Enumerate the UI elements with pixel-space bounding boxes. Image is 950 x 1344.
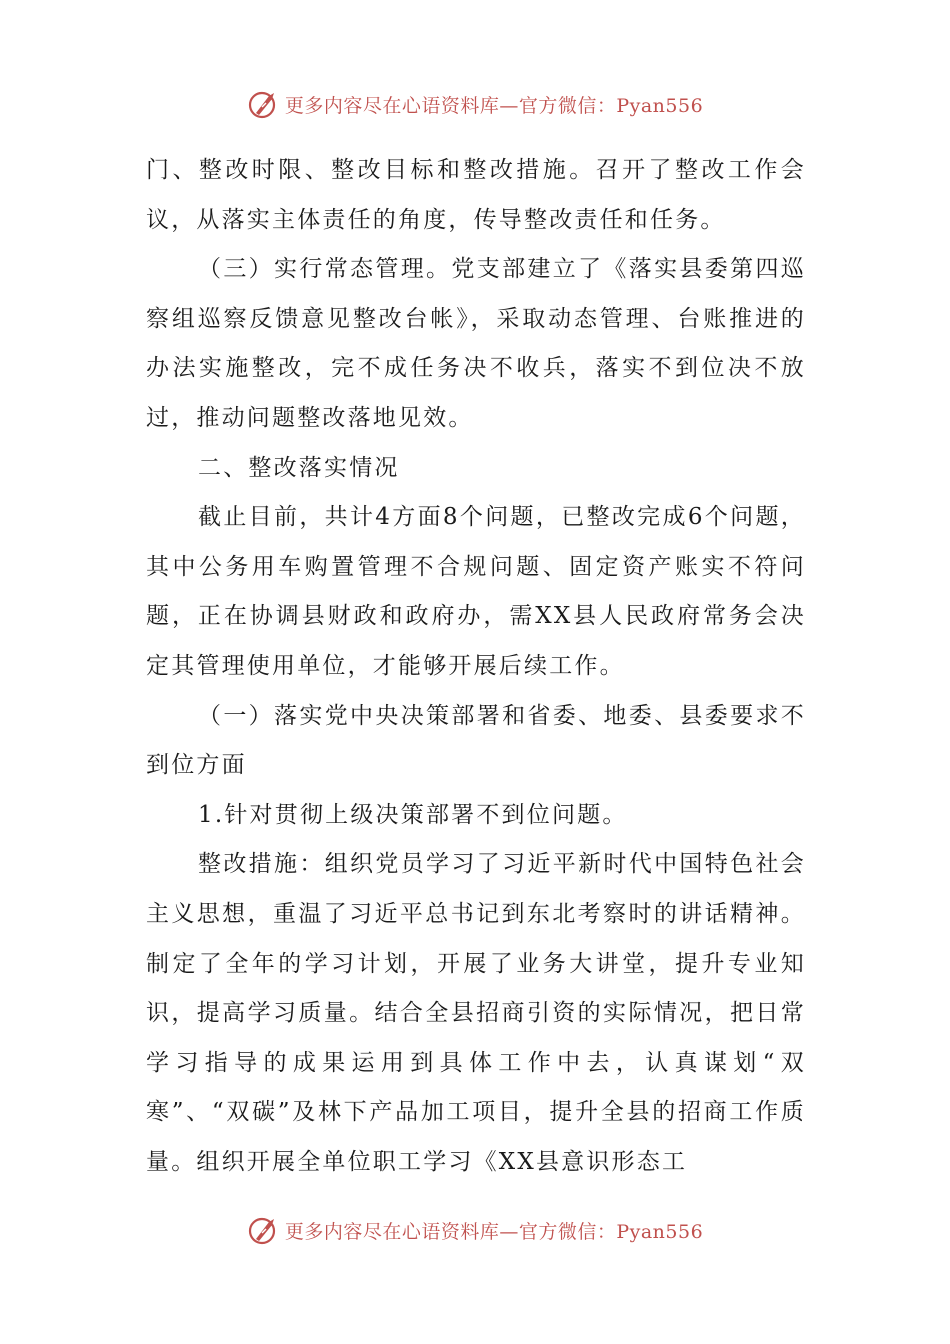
- item-heading-1: 1.针对贯彻上级决策部署不到位问题。: [198, 801, 628, 828]
- paragraph-section-three: （三）实行常态管理。党支部建立了《落实县委第四巡察组巡察反馈意见整改台帐》，采取动态管理、台账推进的办法实施整改，完不成任务决不收兵，落实不到位决不放过，推动问题整改落地见效。: [146, 256, 806, 431]
- paragraph-measures: 整改措施：组织党员学习了习近平新时代中国特色社会主义思想，重温了习近平总书记到东北考察时的讲话精神。制定了全年的学习计划，开展了业务大讲堂，提升专业知识，提高学习质量。结合全县招商引资的实际情况，把日常学习指导的成果运用到具体工作中去，认真谋划“双寒”、“双碳”及林下产品加工项目，提升全县的招商工作质量。组织开展全单位职工学习《XX县意识形态工: [146, 851, 806, 1175]
- subheading-part-one: （一）落实党中央决策部署和省委、地委、县委要求不到位方面: [146, 702, 806, 779]
- paragraph-progress-summary: 截止目前，共计4方面8个问题，已整改完成6个问题，其中公务用车购置管理不合规问题、固定资产账实不符问题，正在协调县财政和政府办，需XX县人民政府常务会决定其管理使用单位，才能够开展后续工作。: [146, 504, 806, 679]
- heading-section-two: 二、整改落实情况: [198, 454, 400, 481]
- pen-nib-circle-icon: [247, 1213, 281, 1247]
- watermark-banner-bottom: [0, 1210, 950, 1250]
- watermark-text: 更多内容尽在心语资料库—官方微信：Pyan556: [284, 1220, 704, 1243]
- paragraph-continuation: 门、整改时限、整改目标和整改措施。召开了整改工作会议，从落实主体责任的角度，传导整改责任和任务。: [146, 157, 806, 233]
- pen-nib-circle-icon: [247, 87, 281, 121]
- watermark-text: 更多内容尽在心语资料库—官方微信：Pyan556: [284, 94, 704, 117]
- watermark-banner-top: [0, 84, 950, 124]
- document-body: [146, 146, 806, 1187]
